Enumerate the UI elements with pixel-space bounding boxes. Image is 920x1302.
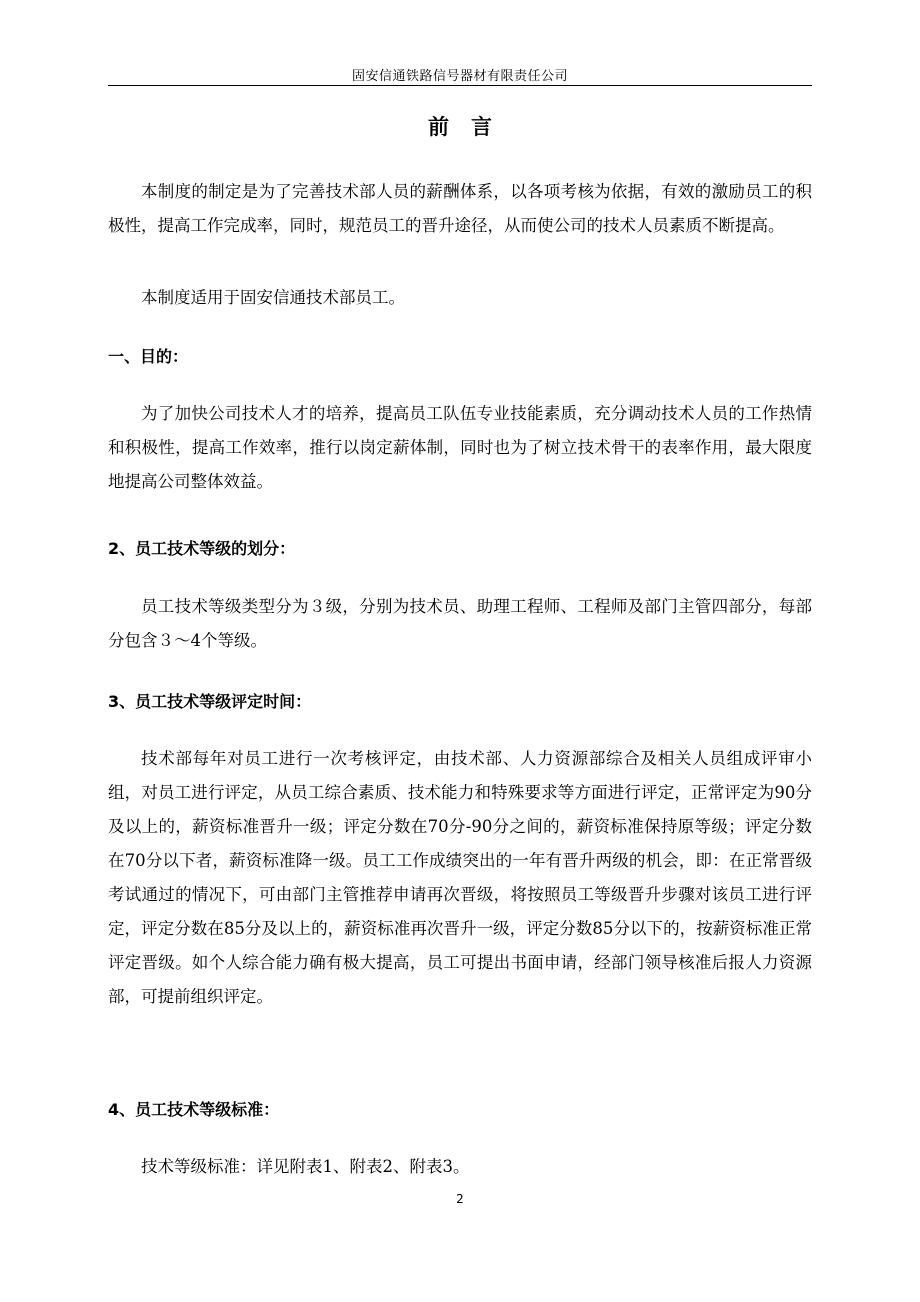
section-body-purpose: 为了加快公司技术人才的培养，提高员工队伍专业技能素质，充分调动技术人员的工作热情和积极性，提高工作效率，推行以岗定薪体制，同时也为了树立技术骨干的表率作用，最大限度地提高公司整体效益。	[108, 404, 812, 491]
section-heading-grade-standard: 4、员工技术等级标准：	[108, 1100, 280, 1119]
preface-paragraph-2: 本制度适用于固安信通技术部员工。	[141, 288, 405, 307]
section-body-evaluation-time: 技术部每年对员工进行一次考核评定，由技术部、人力资源部综合及相关人员组成评审小组，对员工进行评定，从员工综合素质、技术能力和特殊要求等方面进行评定，正常评定为90分及以上的，薪资标准晋升一级；评定分数在70分-90分之间的，薪资标准保持原等级；评定分数在70分以下者，薪资标准降一级。员工工作成绩突出的一年有晋升两级的机会，即：在正常晋级考试通过的情况下，可由部门主管推荐申请再次晋级，将按照员工等级晋升步骤对该员工进行评定，评定分数在85分及以上的，薪资标准再次晋升一级，评定分数85分以下的，按薪资标准正常评定晋级。如个人综合能力确有极大提高，员工可提出书面申请，经部门领导核准后报人力资源部，可提前组织评定。	[108, 749, 812, 1006]
preface-paragraph-1: 本制度的制定是为了完善技术部人员的薪酬体系，以各项考核为依据，有效的激励员工的积极性，提高工作完成率，同时，规范员工的晋升途径，从而使公司的技术人员素质不断提高。	[108, 182, 812, 235]
page-title: 前言	[428, 115, 514, 139]
header-rule	[108, 85, 812, 86]
section-body-grade-division: 员工技术等级类型分为３级，分别为技术员、助理工程师、工程师及部门主管四部分，每部分包含３～4个等级。	[108, 597, 812, 650]
page-number: 2	[456, 1192, 464, 1206]
section-heading-evaluation-time: 3、员工技术等级评定时间：	[108, 692, 312, 711]
section-body-grade-standard: 技术等级标准：详见附表1、附表2、附表3。	[141, 1157, 470, 1176]
document-header: 固安信通铁路信号器材有限责任公司	[351, 69, 568, 84]
section-heading-purpose: 一、目的：	[108, 347, 189, 366]
section-heading-grade-division: 2、员工技术等级的划分：	[108, 539, 296, 558]
